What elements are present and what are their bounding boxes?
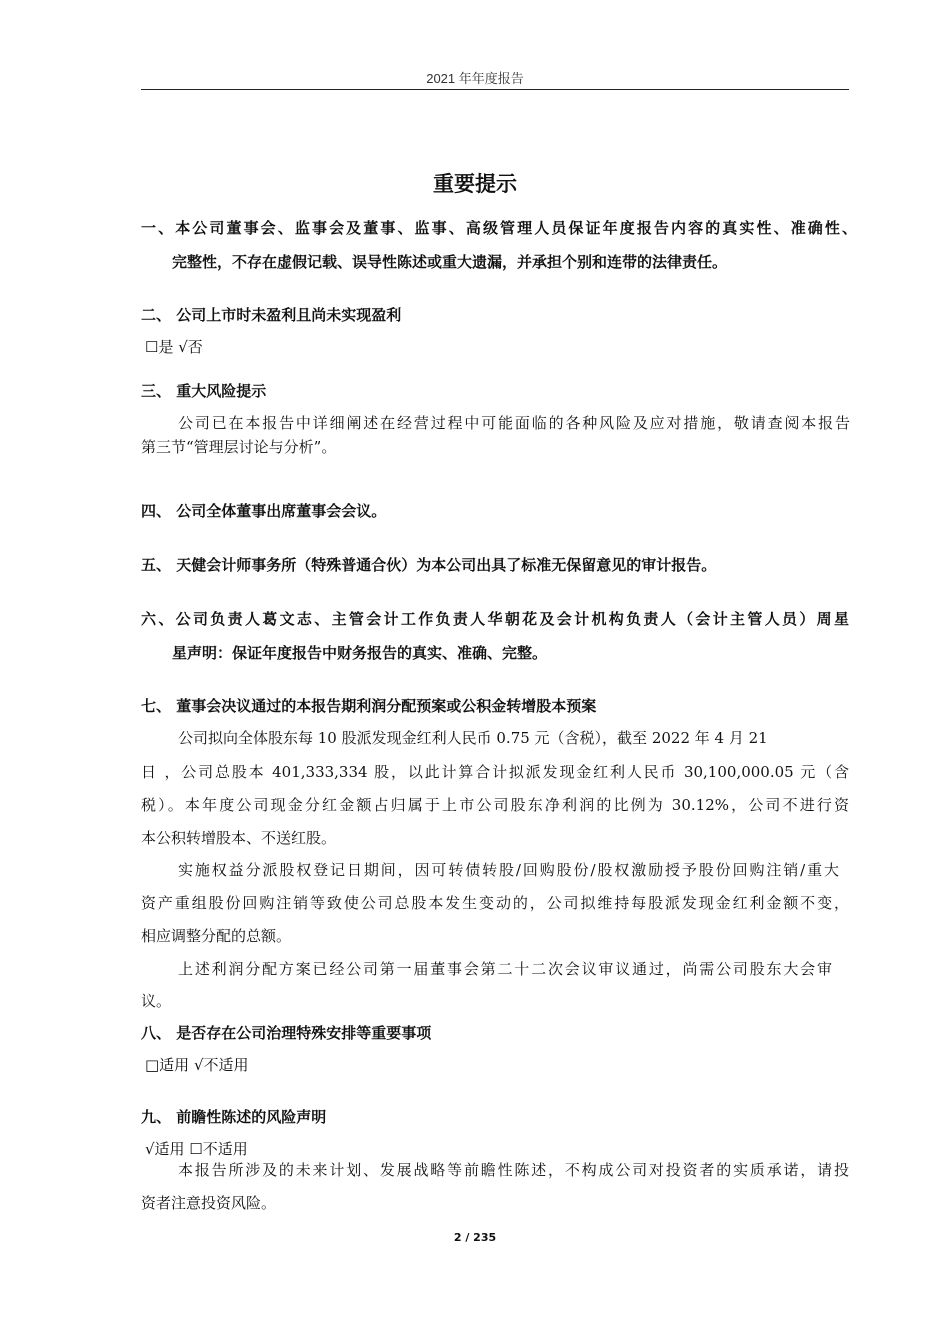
section-7-heading: 七、 董事会决议通过的本报告期利润分配预案或公积金转增股本预案	[141, 697, 597, 715]
section-3-heading: 三、 重大风险提示	[141, 382, 267, 400]
section-7-p2-line-1: 实施权益分派股权登记日期间，因可转债转股/回购股份/股权激励授予股份回购注销/重大	[178, 861, 839, 879]
section-9-line-1: 本报告所涉及的未来计划、发展战略等前瞻性陈述，不构成公司对投资者的实质承诺，请投	[178, 1161, 849, 1179]
section-1-line-1: 一、本公司董事会、监事会及董事、监事、高级管理人员保证年度报告内容的真实性、准确性、	[141, 219, 857, 237]
section-3-line-2: 第三节“管理层讨论与分析”。	[141, 438, 337, 456]
section-7-p1-line-4: 本公积转增股本、不送红股。	[141, 829, 337, 847]
section-7-p3-line-2: 议。	[141, 992, 172, 1010]
section-7-p2-line-3: 相应调整分配的总额。	[141, 927, 292, 945]
section-9-heading: 九、 前瞻性陈述的风险声明	[141, 1108, 327, 1126]
section-7-p1-line-1: 公司拟向全体股东每 10 股派发现金红利人民币 0.75 元（含税），截至 2022 年 4 月 21	[178, 729, 768, 747]
section-5-heading: 五、 天健会计师事务所（特殊普通合伙）为本公司出具了标准无保留意见的审计报告。	[141, 556, 717, 574]
section-7-p2-line-2: 资产重组股份回购注销等致使公司总股本发生变动的，公司拟维持每股派发现金红利金额不变，	[141, 894, 849, 912]
section-8-heading: 八、 是否存在公司治理特殊安排等重要事项	[141, 1024, 432, 1042]
section-8-options: □适用 √不适用	[145, 1056, 249, 1074]
section-2-heading: 二、 公司上市时未盈利且尚未实现盈利	[141, 306, 402, 324]
section-9-line-2: 资者注意投资风险。	[141, 1194, 277, 1212]
section-6-line-1: 六、公司负责人葛文志、主管会计工作负责人华朝花及会计机构负责人（会计主管人员）周星	[141, 610, 849, 628]
section-7-p1-line-2: 日 ，公司总股本 401,333,334 股，以此计算合计拟派发现金红利人民币 30,100,000.05 元（含	[141, 763, 849, 781]
section-9-options: √适用 ☐不适用	[145, 1140, 248, 1158]
page-number: 2 / 235	[453, 1231, 497, 1244]
header-divider	[141, 89, 849, 90]
section-7-p1-line-3: 税）。本年度公司现金分红金额占归属于上市公司股东净利润的比例为 30.12%，公司不进行资	[141, 796, 849, 814]
section-4-heading: 四、 公司全体董事出席董事会会议。	[141, 502, 387, 520]
section-1-line-2: 完整性，不存在虚假记载、误导性陈述或重大遗漏，并承担个别和连带的法律责任。	[172, 253, 728, 271]
section-6-line-2: 星声明：保证年度报告中财务报告的真实、准确、完整。	[172, 644, 548, 662]
running-header: 2021 年年度报告	[426, 71, 524, 86]
page-title: 重要提示	[433, 172, 517, 196]
section-2-options: ☐是 √否	[145, 338, 203, 356]
section-7-p3-line-1: 上述利润分配方案已经公司第一届董事会第二十二次会议审议通过，尚需公司股东大会审	[178, 960, 832, 978]
section-3-line-1: 公司已在本报告中详细阐述在经营过程中可能面临的各种风险及应对措施，敬请查阅本报告	[178, 414, 850, 432]
